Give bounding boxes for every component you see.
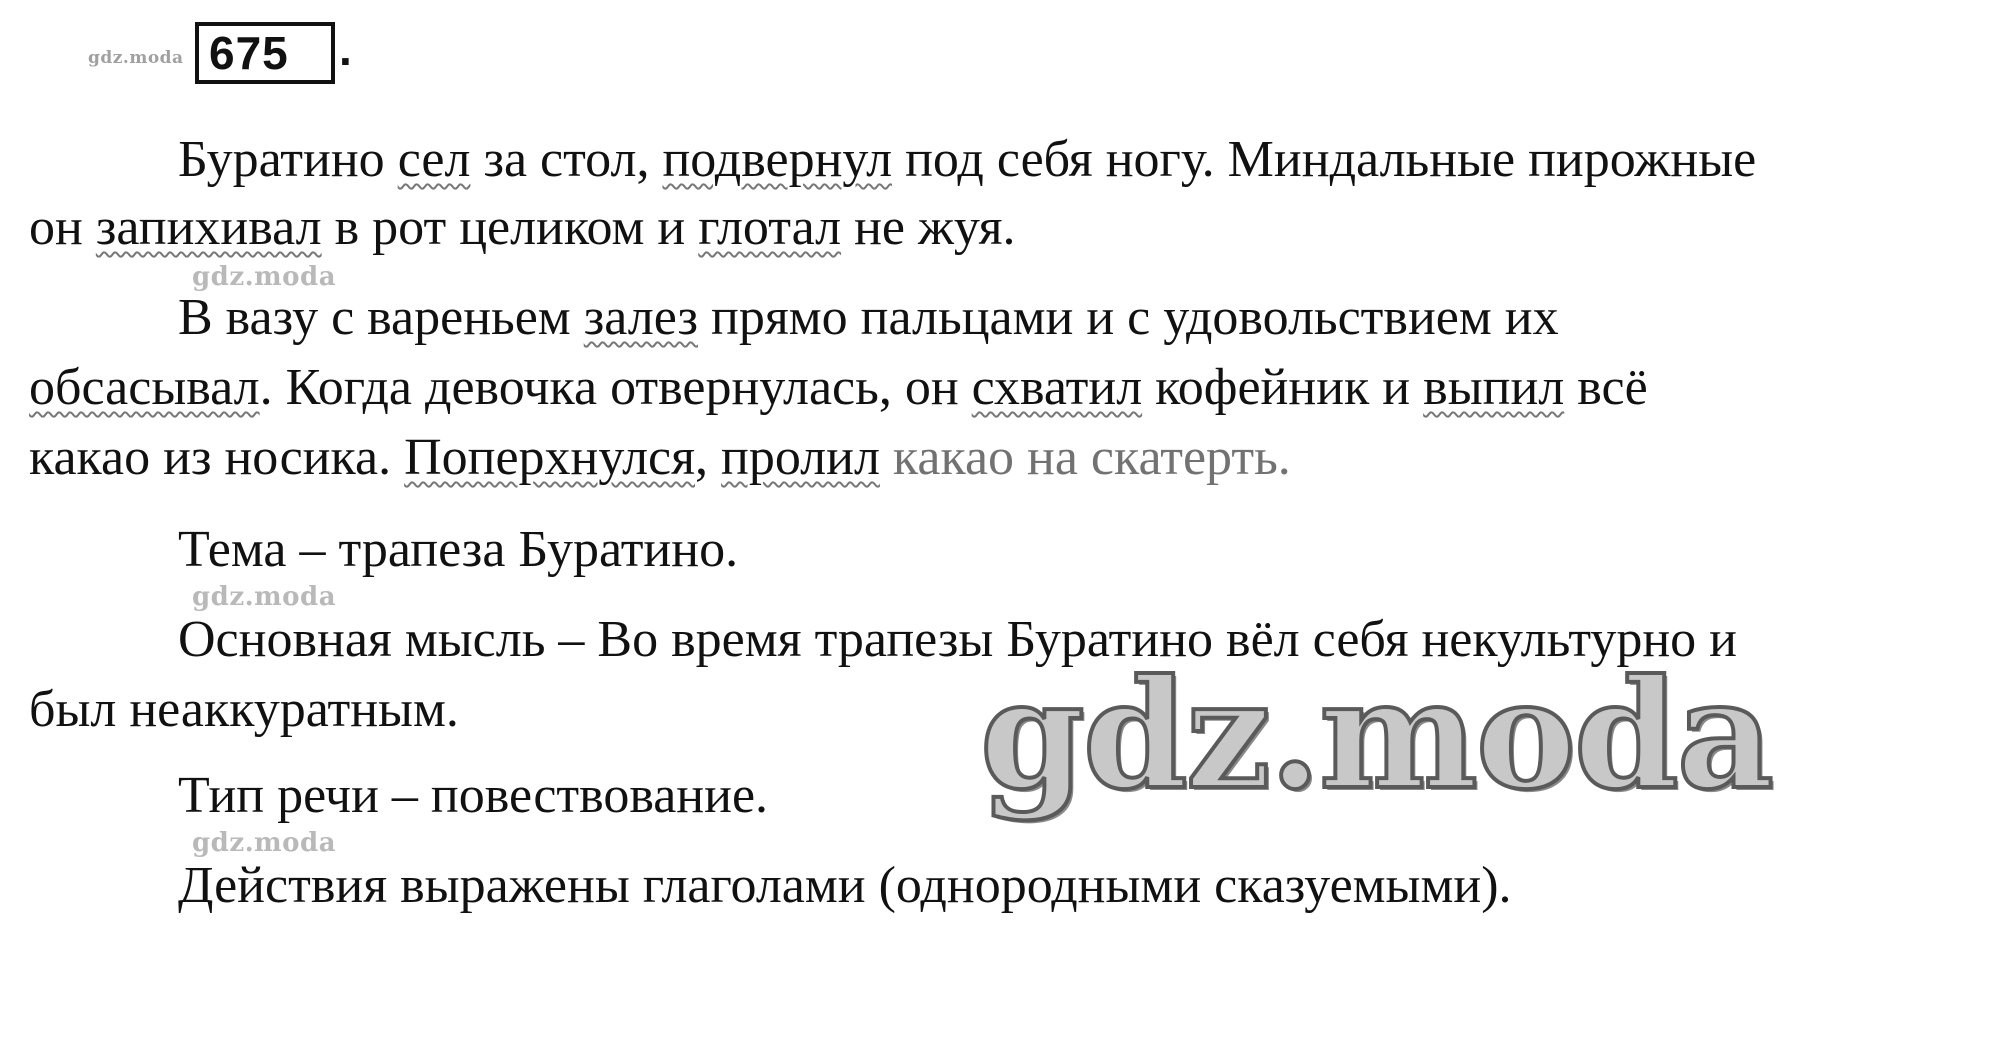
watermark-small: gdz.moda — [192, 262, 337, 292]
text-run: прямо пальцами и с удовольствием их — [698, 289, 1559, 346]
paragraph1-line1 — [178, 131, 1757, 188]
text-run: В вазу с вареньем — [178, 289, 584, 346]
watermark-small: gdz.moda — [192, 828, 337, 858]
text-run: Буратино — [178, 131, 398, 188]
text-run: под себя ногу. Миндальные пирожные — [892, 131, 1757, 188]
watermark-small: gdz.moda — [192, 582, 337, 612]
paragraph1-line2 — [29, 199, 1016, 256]
text-run: в рот целиком и — [321, 199, 699, 256]
paragraph2-line3 — [29, 429, 1291, 486]
predicate-underlined: сел — [397, 131, 471, 188]
predicate-underlined: глотал — [698, 199, 842, 256]
text-run: он — [29, 199, 96, 256]
text-run: , — [695, 429, 722, 486]
predicate-underlined: подвернул — [662, 131, 893, 188]
theme-line: Тема – трапеза Буратино. — [178, 521, 739, 578]
predicate-underlined: схватил — [971, 359, 1143, 416]
text-run: за стол, — [470, 131, 663, 188]
paragraph2-line2 — [29, 359, 1648, 416]
text-run: не жуя. — [841, 199, 1016, 256]
watermark-large: gdz.moda — [980, 647, 1773, 823]
text-run: какао из носика. — [29, 429, 405, 486]
predicate-underlined: Поперхнулся — [404, 429, 696, 486]
speech-type-line: Тип речи – повествование. — [178, 767, 769, 824]
predicate-underlined: залез — [583, 289, 699, 346]
text-run: всё — [1564, 359, 1648, 416]
paragraph2-line1 — [178, 289, 1559, 346]
predicate-underlined: пролил — [721, 429, 880, 486]
main-idea-line2: был неаккуратным. — [29, 681, 459, 738]
text-run: какао на скатерть. — [879, 429, 1291, 486]
predicate-underlined: запихивал — [95, 199, 322, 256]
exercise-number — [195, 22, 335, 84]
text-run: кофейник и — [1142, 359, 1424, 416]
watermark-corner: gdz.moda — [88, 48, 184, 68]
exercise-number-text: 675 — [209, 27, 289, 79]
main-idea-line1: Основная мысль – Во время трапезы Буратино вёл себя некультурно и — [178, 611, 1738, 668]
exercise-number-dot: . — [339, 23, 352, 75]
predicate-underlined: обсасывал — [29, 359, 260, 416]
text-run: . Когда девочка отвернулась, он — [259, 359, 972, 416]
verbs-line: Действия выражены глаголами (однородными сказуемыми). — [178, 857, 1512, 914]
predicate-underlined: выпил — [1423, 359, 1565, 416]
